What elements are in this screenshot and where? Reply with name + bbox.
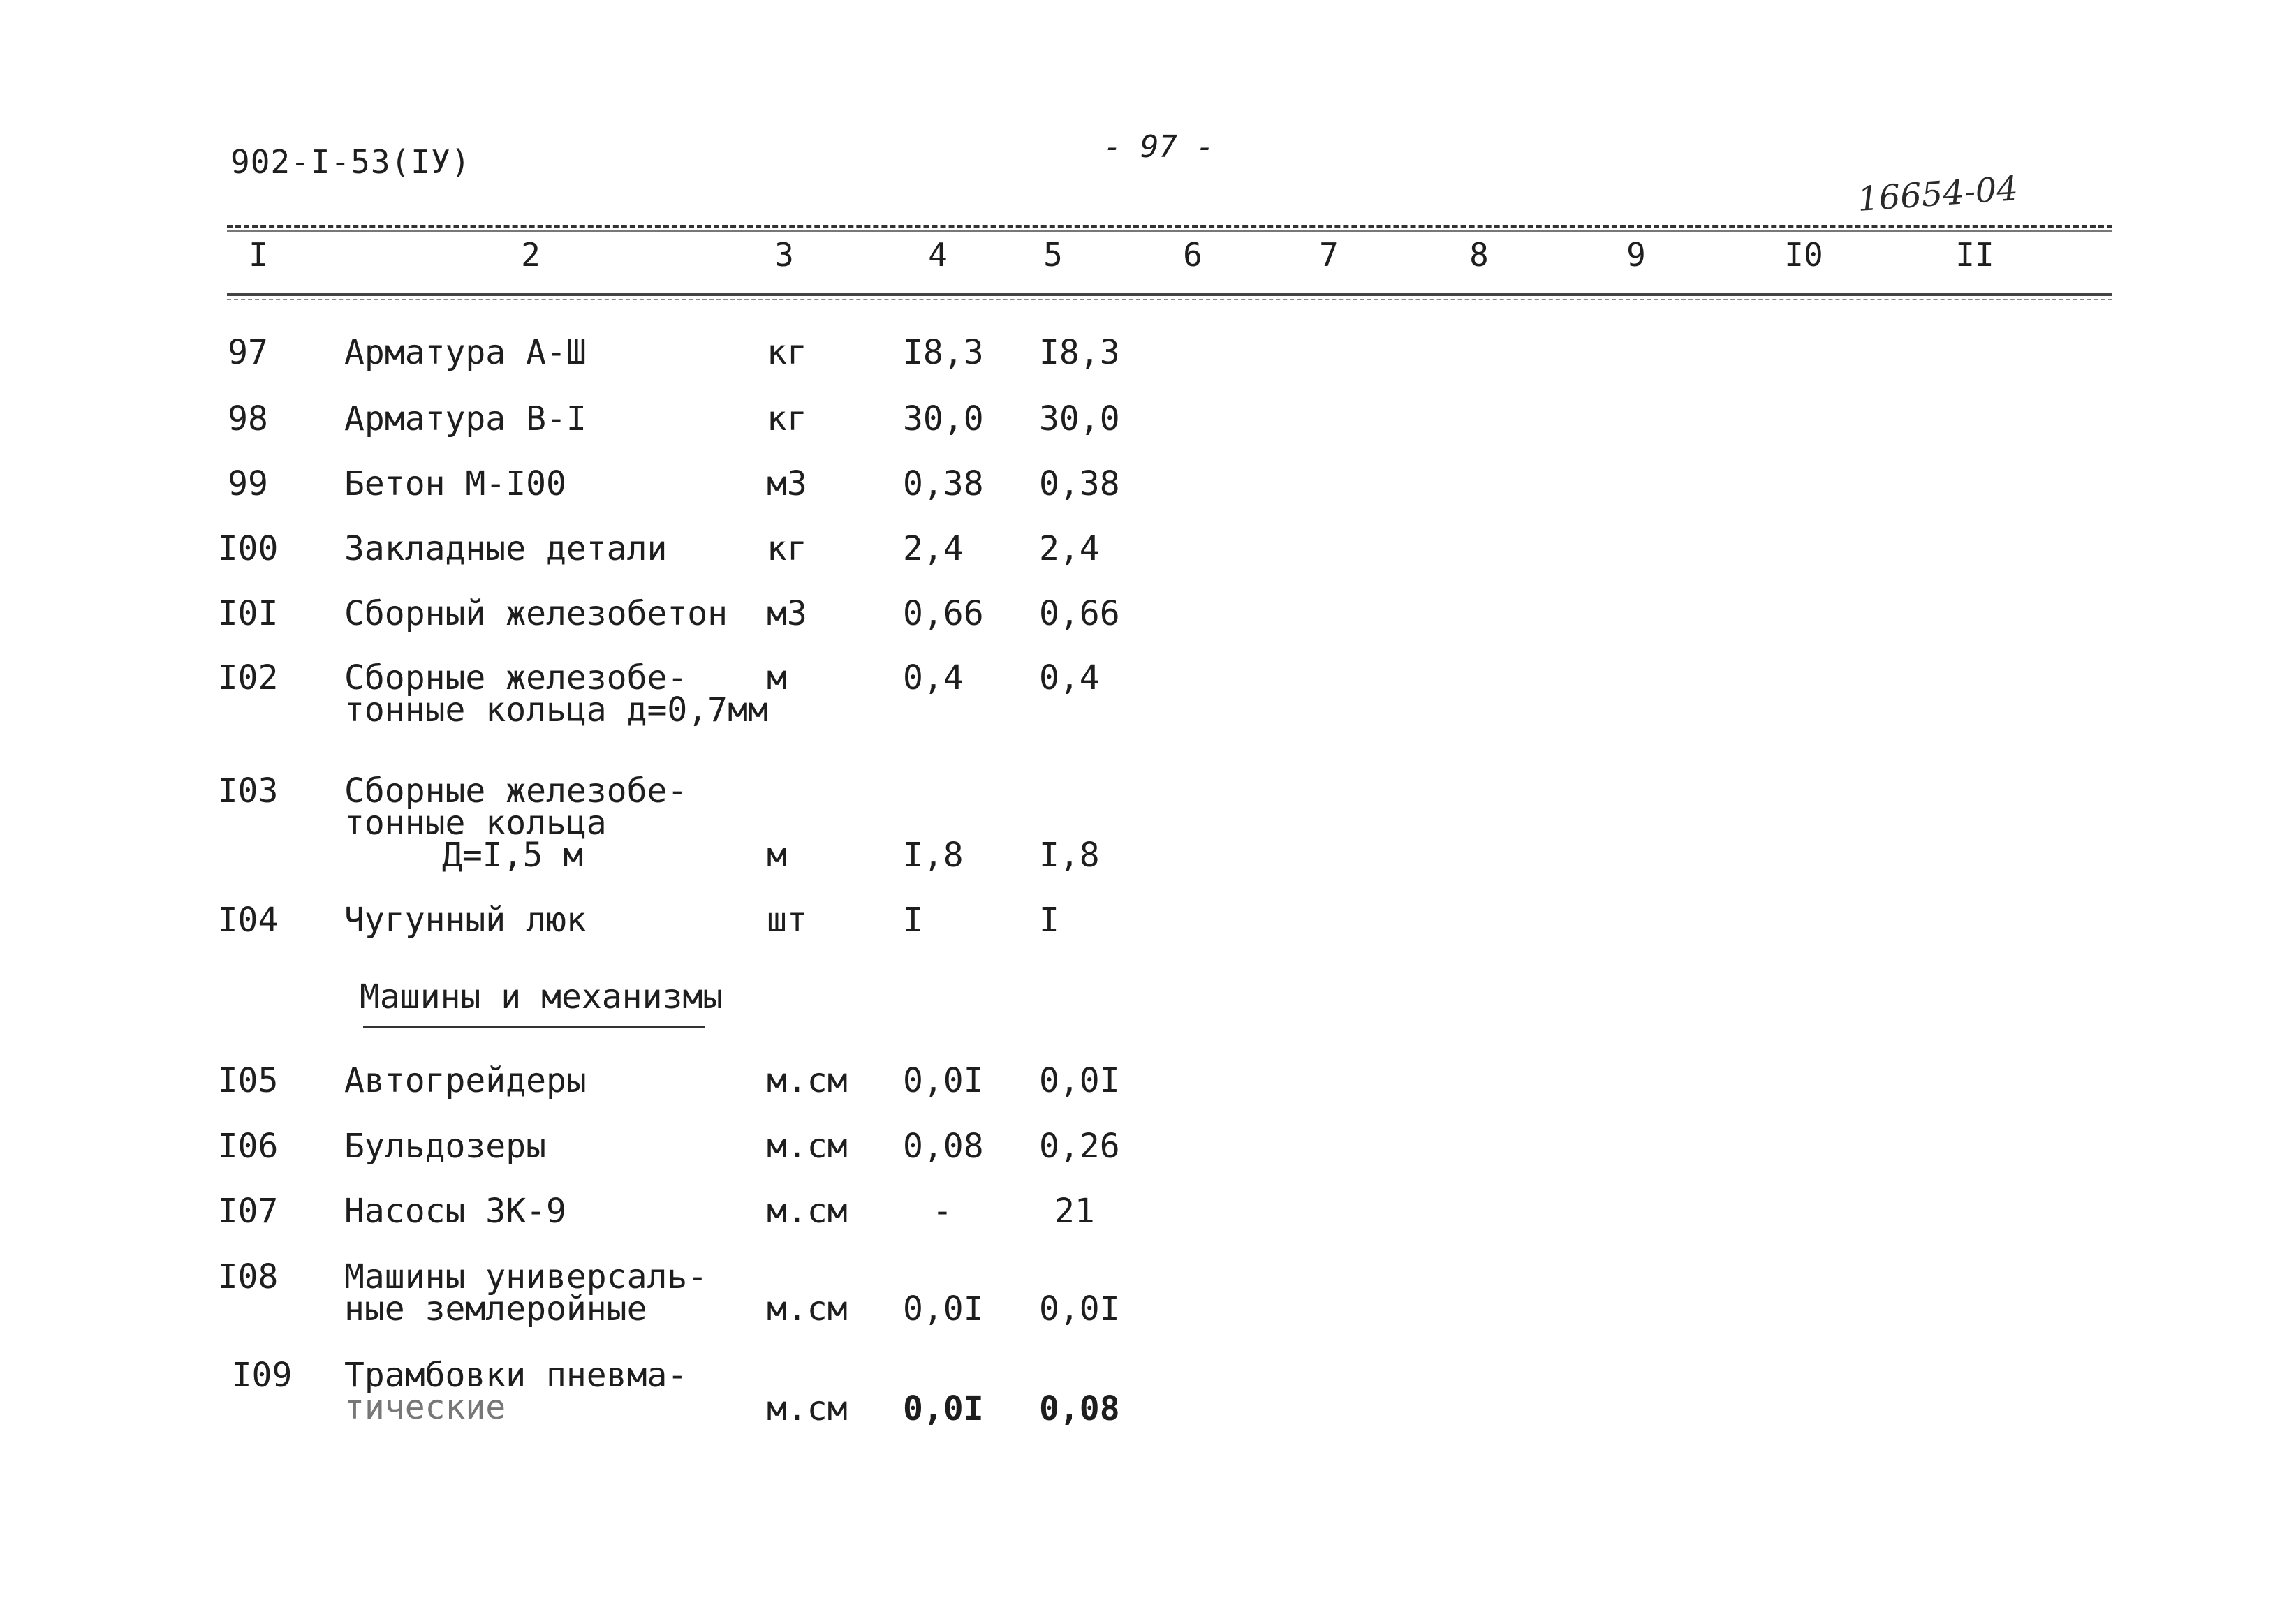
row-unit: м	[767, 836, 787, 875]
row-value-col4: I	[903, 901, 923, 940]
row-name: Трамбовки пневма- тические	[344, 1356, 688, 1427]
row-value-col4: 0,08	[903, 1127, 984, 1166]
row-value-col5: 2,4	[1039, 529, 1100, 568]
row-unit: кг	[767, 529, 807, 568]
row-unit: шт	[767, 901, 807, 940]
row-name: Сборный железобетон	[344, 594, 728, 633]
row-value-col4: 0,38	[903, 464, 984, 503]
row-name: Машины универсаль- ные землеройные	[344, 1257, 708, 1329]
page-number: - 97 -	[1103, 129, 1214, 165]
row-value-col5: 21	[1054, 1192, 1095, 1231]
row-name: Бетон М-I00	[344, 464, 566, 503]
row-value-col5: I8,3	[1039, 333, 1120, 372]
row-number: 97	[228, 333, 268, 372]
row-name: Сборные железобе- тонные кольца Д=I,5 м	[344, 771, 688, 875]
row-number: I06	[217, 1127, 279, 1166]
row-number: I02	[217, 658, 279, 697]
row-name: Арматура В-I	[344, 399, 587, 438]
column-header-1: I	[249, 236, 268, 274]
row-value-col4: I8,3	[903, 333, 984, 372]
row-unit: м.см	[767, 1289, 848, 1329]
row-number: I05	[217, 1061, 279, 1100]
header-bottom-rule-secondary	[227, 299, 2112, 300]
row-value-col4: 0,0I	[903, 1289, 984, 1329]
column-header-4: 4	[928, 236, 948, 274]
row-value-col5: 30,0	[1039, 399, 1120, 438]
row-value-col4: 30,0	[903, 399, 984, 438]
column-header-5: 5	[1043, 236, 1063, 274]
row-name: Бульдозеры	[344, 1127, 546, 1166]
row-number: 98	[228, 399, 268, 438]
section-heading: Машины и механизмы	[360, 977, 723, 1016]
row-value-col4: 0,0I	[903, 1061, 984, 1100]
column-header-10: I0	[1784, 236, 1823, 274]
row-name: Закладные детали	[344, 529, 668, 568]
column-header-11: II	[1955, 236, 1994, 274]
row-number: I09	[231, 1356, 293, 1395]
row-unit: м.см	[767, 1389, 848, 1428]
header-top-rule-secondary	[227, 230, 2112, 232]
row-number: I00	[217, 529, 279, 568]
header-top-rule	[227, 225, 2112, 228]
row-value-col4: I,8	[903, 836, 964, 875]
row-value-col4: 2,4	[903, 529, 964, 568]
row-unit: м3	[767, 464, 807, 503]
row-value-col5: 0,0I	[1039, 1289, 1120, 1329]
row-value-col4: -	[932, 1192, 952, 1231]
row-unit: кг	[767, 399, 807, 438]
row-value-col5: I	[1039, 901, 1059, 940]
header-bottom-rule	[227, 293, 2112, 296]
column-header-2: 2	[521, 236, 540, 274]
row-unit: м.см	[767, 1127, 848, 1166]
column-header-3: 3	[774, 236, 794, 274]
row-value-col5: 0,0I	[1039, 1061, 1120, 1100]
row-unit: м.см	[767, 1061, 848, 1100]
row-unit: м.см	[767, 1192, 848, 1231]
row-unit: м	[767, 658, 787, 697]
row-number: I0I	[217, 594, 279, 633]
row-value-col4: 0,66	[903, 594, 984, 633]
row-value-col5: 0,4	[1039, 658, 1100, 697]
row-value-col4: 0,0I	[903, 1389, 984, 1428]
row-value-col5: 0,66	[1039, 594, 1120, 633]
row-name: Насосы ЗК-9	[344, 1192, 566, 1231]
row-number: 99	[228, 464, 268, 503]
row-name: Сборные железобе- тонные кольца д=0,7мм	[344, 658, 768, 730]
column-header-7: 7	[1319, 236, 1339, 274]
document-code: 902-I-53(IУ)	[230, 143, 471, 181]
row-number: I08	[217, 1257, 279, 1296]
row-number: I04	[217, 901, 279, 940]
row-value-col4: 0,4	[903, 658, 964, 697]
row-unit: м3	[767, 594, 807, 633]
row-name: Чугунный люк	[344, 901, 587, 940]
row-value-col5: 0,08	[1039, 1389, 1120, 1428]
row-number: I07	[217, 1192, 279, 1231]
row-value-col5: 0,38	[1039, 464, 1120, 503]
column-header-6: 6	[1183, 236, 1202, 274]
section-heading-underline	[363, 1026, 705, 1028]
handwritten-document-number: 16654-04	[1856, 169, 2019, 219]
row-value-col5: 0,26	[1039, 1127, 1120, 1166]
row-value-col5: I,8	[1039, 836, 1100, 875]
row-unit: кг	[767, 333, 807, 372]
row-name: Автогрейдеры	[344, 1061, 587, 1100]
column-header-9: 9	[1626, 236, 1646, 274]
row-name: Арматура А-Ш	[344, 333, 587, 372]
row-number: I03	[217, 771, 279, 811]
column-header-8: 8	[1469, 236, 1489, 274]
